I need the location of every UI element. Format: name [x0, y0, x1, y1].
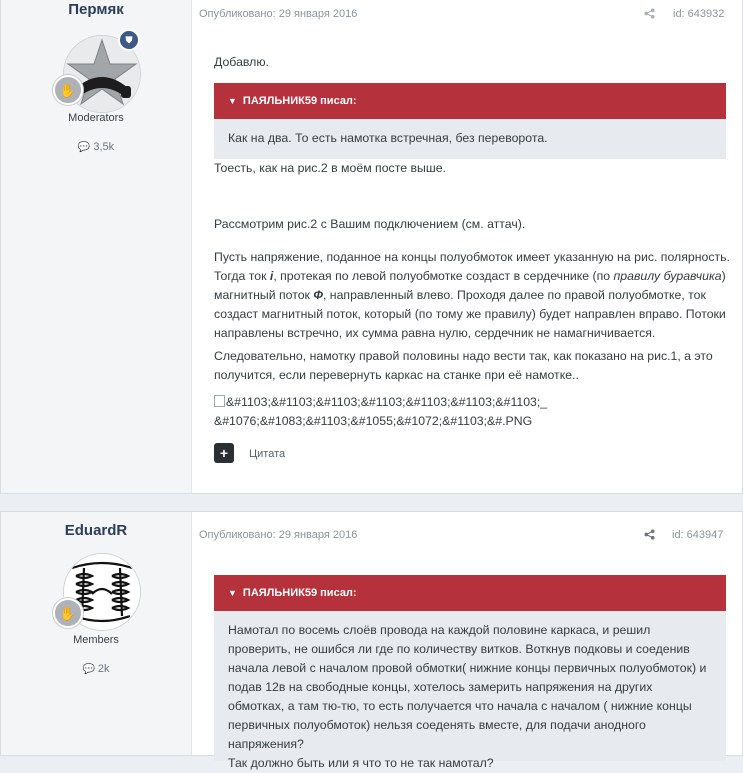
quote-button[interactable]: Цитата	[249, 448, 286, 460]
moderator-shield-icon: ⛊	[118, 29, 140, 51]
reputation-count: 3,5k	[93, 141, 115, 153]
reputation-count: 2k	[97, 663, 110, 675]
post-paragraph-3: Пусть напряжение, поданное на концы полуобмоток имеет указанную на рис. полярность. Тогда ток i, протекая по левой полуобмотке создаст в сердечнике (по правилу буравчика) магнитный поток Ф, направленный влево. Проходя далее по правой полуобмотке, ток создаст магнитный поток, который (по тому же правилу) будет направлен вправо. Потоки направлены встречно, их сумма равна нулю, сердечник не намагничивается.	[214, 250, 730, 340]
quote-header	[214, 575, 726, 611]
post-paragraph-2: Рассмотрим рис.2 с Вашим подключением (см. аттач).	[214, 217, 526, 231]
quote-body: Намотал по восемь слоёв провода на каждой половине каркаса, и решил проверить, не ошибся ли где по количеству витков. Воткнув подковы и соеденив начала левой с началом провой обмотки( нижние концы первичных полуобмоток) и подав 12в на свободные концы, хотелось замерить напряжения на других обмотках, а там тю-тю, то есть получается что начала с началом ( нижние концы первичных полуобмоток) нельзя соеденять вместе, для подачи анодного напряжения? Так должно быть или я что то не так намотал?	[214, 611, 726, 761]
post-paragraph-1: Тоесть, как на рис.2 в моём посте выше.	[214, 161, 446, 175]
author-panel	[1, 512, 192, 755]
comment-icon: 💬	[77, 142, 91, 153]
attachment-alt-text: &#1103;&#1103;&#1103;&#1103;&#1103;&#1103;&#1103;_ &#1076;&#1083;&#1103;&#1055;&#1072;&#1103;&#.PNG	[214, 395, 548, 428]
plus-icon[interactable]: +	[214, 443, 234, 463]
quote-header	[214, 83, 726, 119]
author-name[interactable]: EduardR	[64, 522, 128, 539]
post-date[interactable]: Опубликовано: 29 января 2016	[199, 8, 358, 20]
post-id[interactable]: id: 643932	[673, 8, 725, 20]
quote-author: ПАЯЛЬНИК59 писал:	[242, 587, 357, 599]
post-643947	[0, 511, 743, 770]
quote-author: ПАЯЛЬНИК59 писал:	[242, 95, 357, 107]
chevron-down-icon[interactable]: ▼	[228, 588, 237, 598]
chevron-down-icon[interactable]: ▼	[228, 96, 237, 106]
rank-badge-icon: ✋	[53, 598, 83, 628]
author-name[interactable]: Пермяк	[68, 1, 124, 18]
broken-image-icon	[214, 395, 225, 407]
reputation	[1, 663, 191, 675]
author-group: Moderators	[68, 112, 124, 124]
reputation	[1, 141, 191, 153]
post-id[interactable]: id: 643947	[672, 529, 724, 541]
share-icon[interactable]	[644, 529, 655, 543]
post-paragraph-4: Следовательно, намотку правой половины надо вести так, как показано на рис.1, а это получится, если перевернуть каркас на станке при её намотке..	[214, 349, 713, 382]
comment-icon: 💬	[82, 664, 95, 675]
attachment-image[interactable]	[214, 393, 684, 431]
author-group: Members	[73, 634, 119, 646]
post-intro: Добавлю.	[214, 55, 269, 69]
quote-body: Как на два. То есть намотка встречная, без переворота.	[214, 119, 726, 159]
rank-badge-icon: ✋	[53, 75, 83, 105]
post-date[interactable]: Опубликовано: 29 января 2016	[199, 529, 358, 541]
share-icon[interactable]	[644, 8, 655, 22]
author-panel	[1, 0, 192, 493]
